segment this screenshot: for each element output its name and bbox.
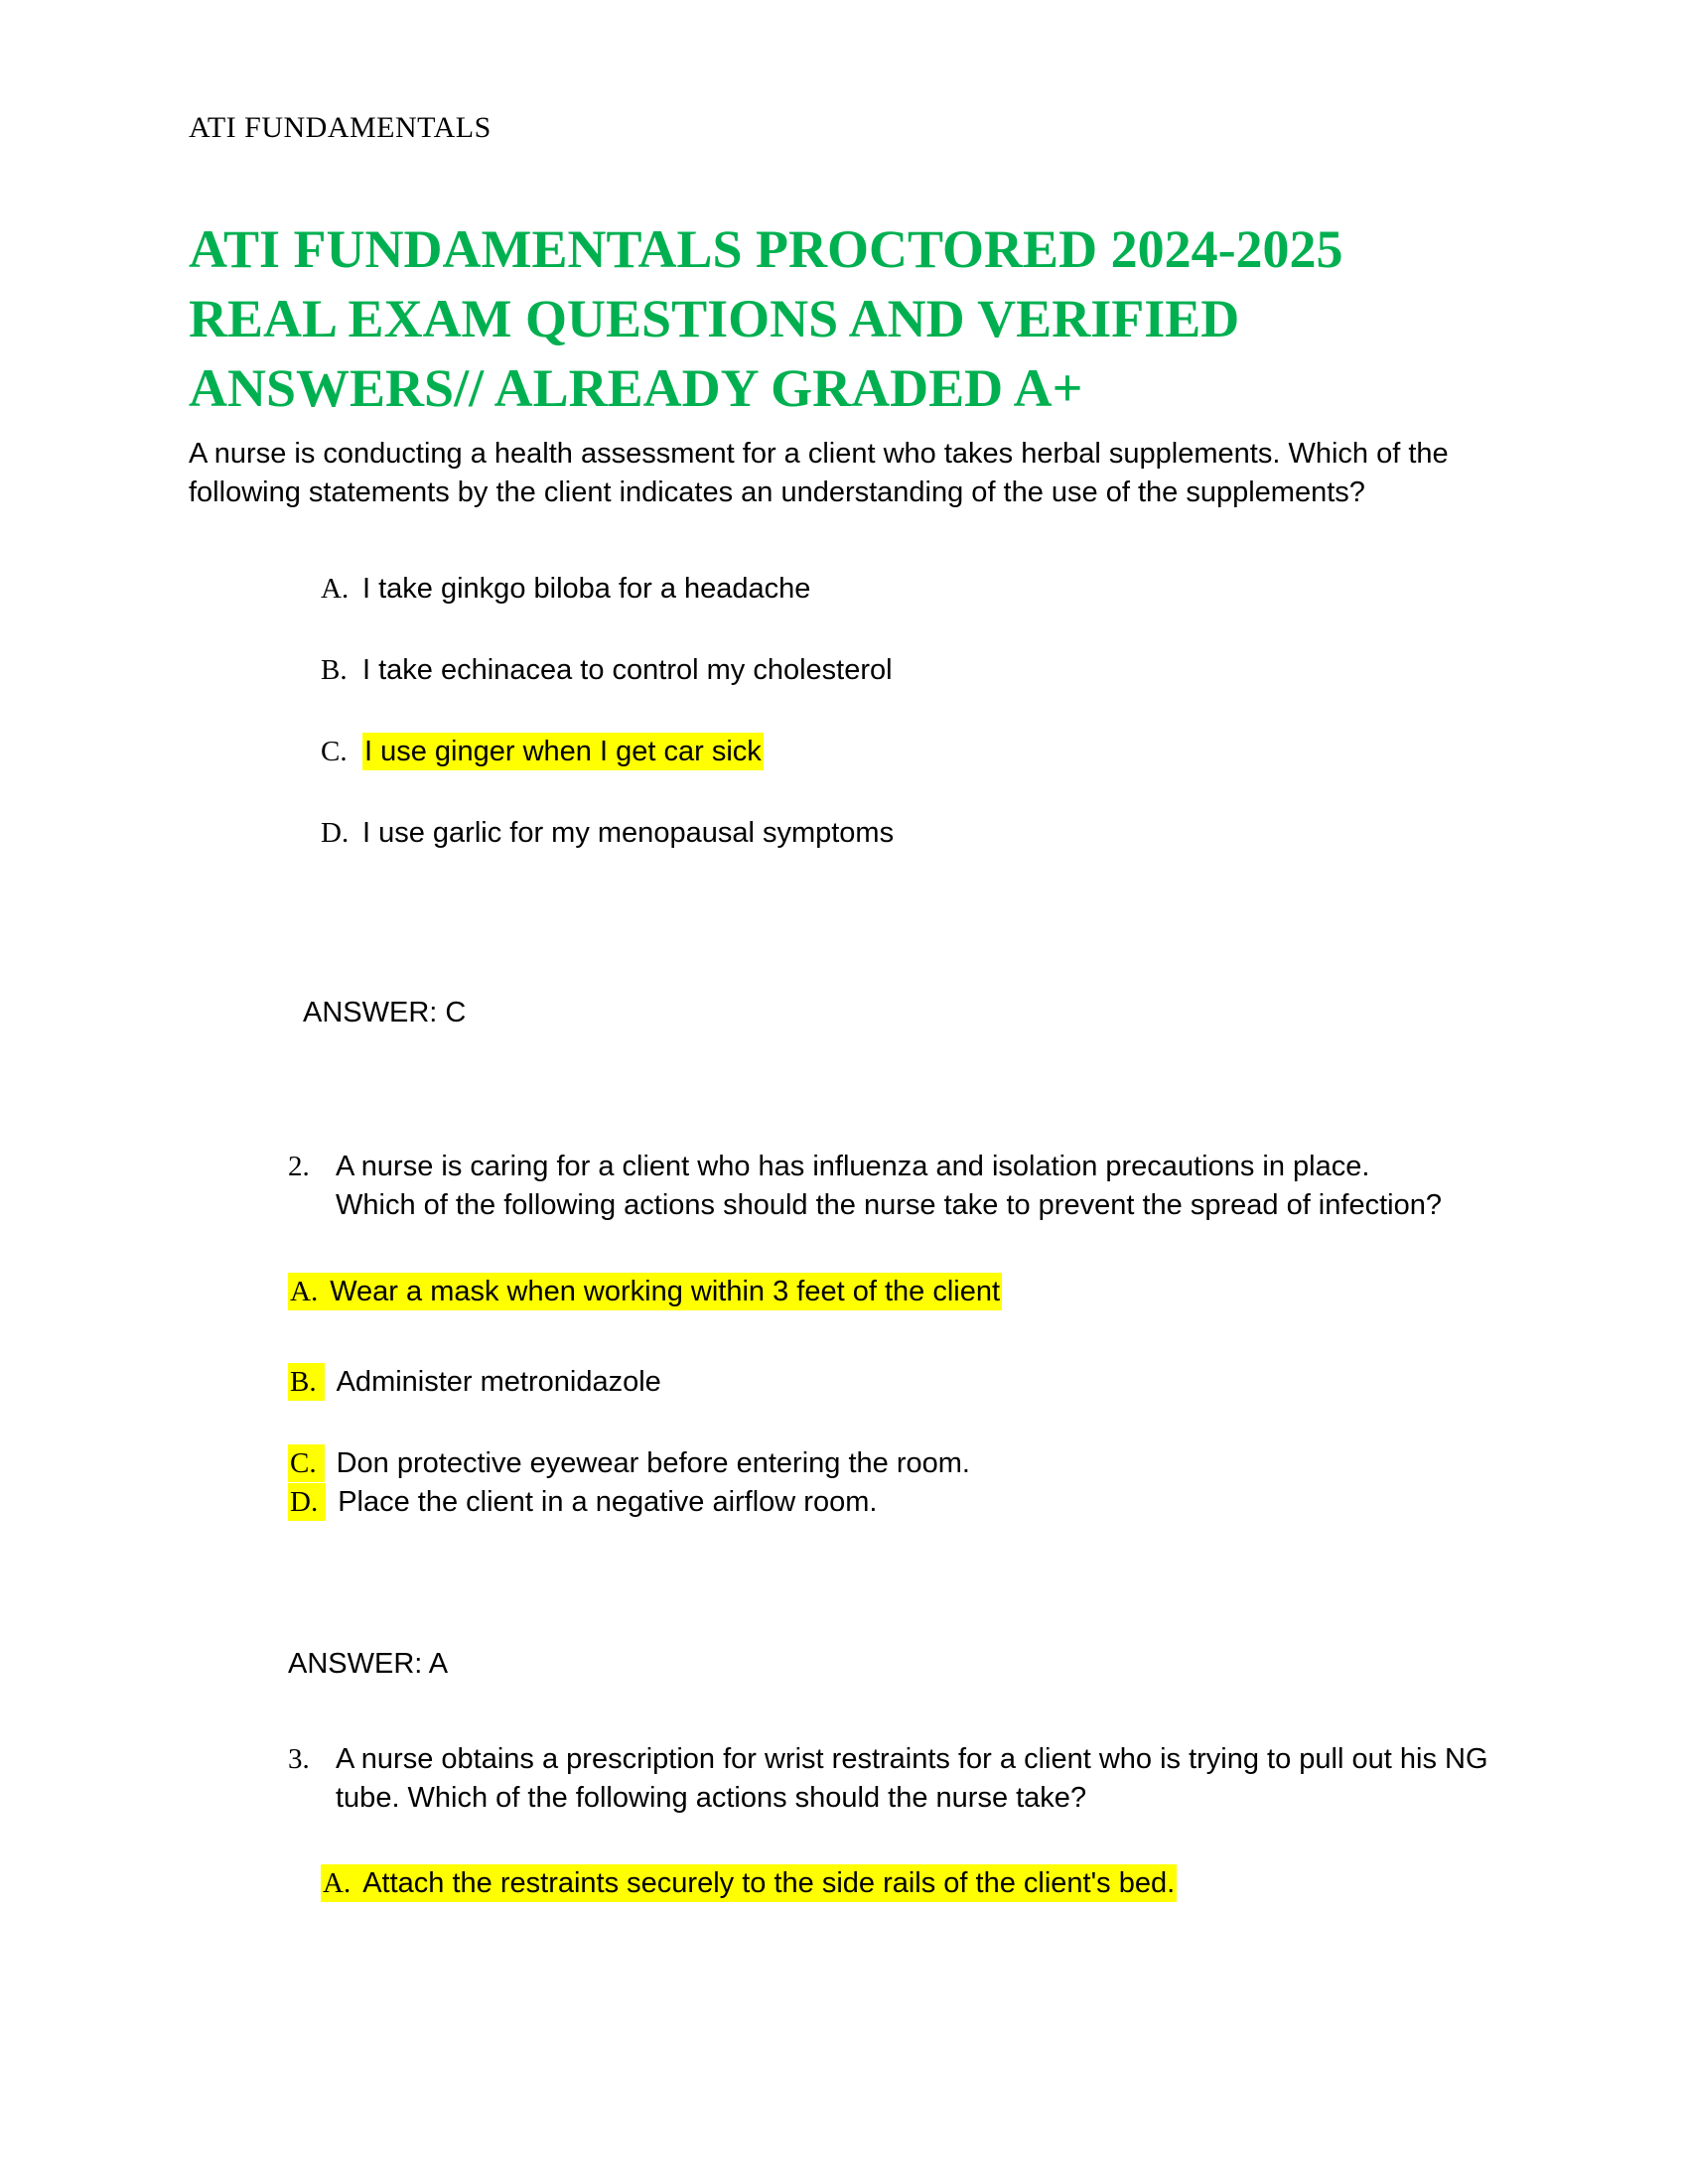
option-a-text: Attach the restraints securely to the side rails of the client's bed. — [362, 1867, 1176, 1899]
option-c-label-highlighted: C. — [288, 1444, 325, 1482]
option-a-text: Wear a mask when working within 3 feet of the client — [330, 1276, 1001, 1307]
question-2-number: 2. — [288, 1151, 310, 1182]
question-3-text: A nurse obtains a prescription for wrist restraints for a client who is trying to pull out his NG tube. Which of the following actions should the nurse take? — [336, 1743, 1488, 1814]
option-a-text: I take ginkgo biloba for a headache — [362, 573, 811, 605]
option-a-highlight — [321, 1864, 1177, 1902]
option-b-text: Administer metronidazole — [336, 1366, 661, 1398]
question-2-text: A nurse is caring for a client who has influenza and isolation precautions in place. Which of the following actions should the nurse take to prevent the spread of infection? — [336, 1151, 1442, 1221]
question-2-option-d — [288, 1483, 1499, 1522]
page-title-line-3: ANSWERS// ALREADY GRADED A+ — [189, 358, 1083, 418]
option-c-text-highlighted: I use ginger when I get car sick — [362, 733, 764, 770]
question-1-option-c — [321, 733, 1499, 771]
option-c-text: Don protective eyewear before entering the room. — [336, 1447, 970, 1479]
question-2-option-c — [288, 1444, 1499, 1483]
option-a-label: A. — [321, 573, 350, 605]
question-1-option-d — [321, 814, 1499, 853]
option-a-highlight — [288, 1273, 1002, 1310]
option-a-label: A. — [323, 1867, 352, 1899]
question-3-option-a — [321, 1864, 1499, 1903]
option-d-text: I use garlic for my menopausal symptoms — [362, 817, 895, 849]
question-2-option-b — [288, 1363, 1499, 1402]
page-title-line-1: ATI FUNDAMENTALS PROCTORED 2024-2025 — [189, 219, 1343, 279]
question-2-option-a — [288, 1273, 1499, 1311]
page-title-line-2: REAL EXAM QUESTIONS AND VERIFIED — [189, 289, 1240, 348]
option-c-label: C. — [321, 736, 348, 767]
page-title — [189, 214, 1499, 423]
document-header: ATI FUNDAMENTALS — [189, 111, 492, 144]
question-3-options — [189, 1864, 1499, 1903]
question-1-option-b — [321, 651, 1499, 690]
option-b-label: B. — [321, 654, 348, 686]
question-3-number: 3. — [288, 1743, 310, 1775]
question-1-answer: ANSWER: C — [303, 997, 467, 1028]
option-d-label: D. — [321, 817, 350, 849]
question-1-text: A nurse is conducting a health assessment for a client who takes herbal supplements. Which of the following statements by the client indicates an understanding of the use of the supplements? — [189, 438, 1449, 508]
option-b-text: I take echinacea to control my cholesterol — [362, 654, 893, 686]
question-1-option-a — [321, 570, 1499, 609]
question-1-options — [189, 570, 1499, 853]
option-d-label-highlighted: D. — [288, 1483, 326, 1521]
option-b-label-highlighted: B. — [288, 1363, 325, 1401]
question-2-answer: ANSWER: A — [288, 1648, 449, 1680]
question-2 — [288, 1148, 1499, 1225]
option-a-label: A. — [290, 1276, 319, 1307]
option-d-text: Place the client in a negative airflow room. — [338, 1486, 878, 1518]
question-2-options — [189, 1273, 1499, 1522]
question-3 — [288, 1740, 1499, 1818]
